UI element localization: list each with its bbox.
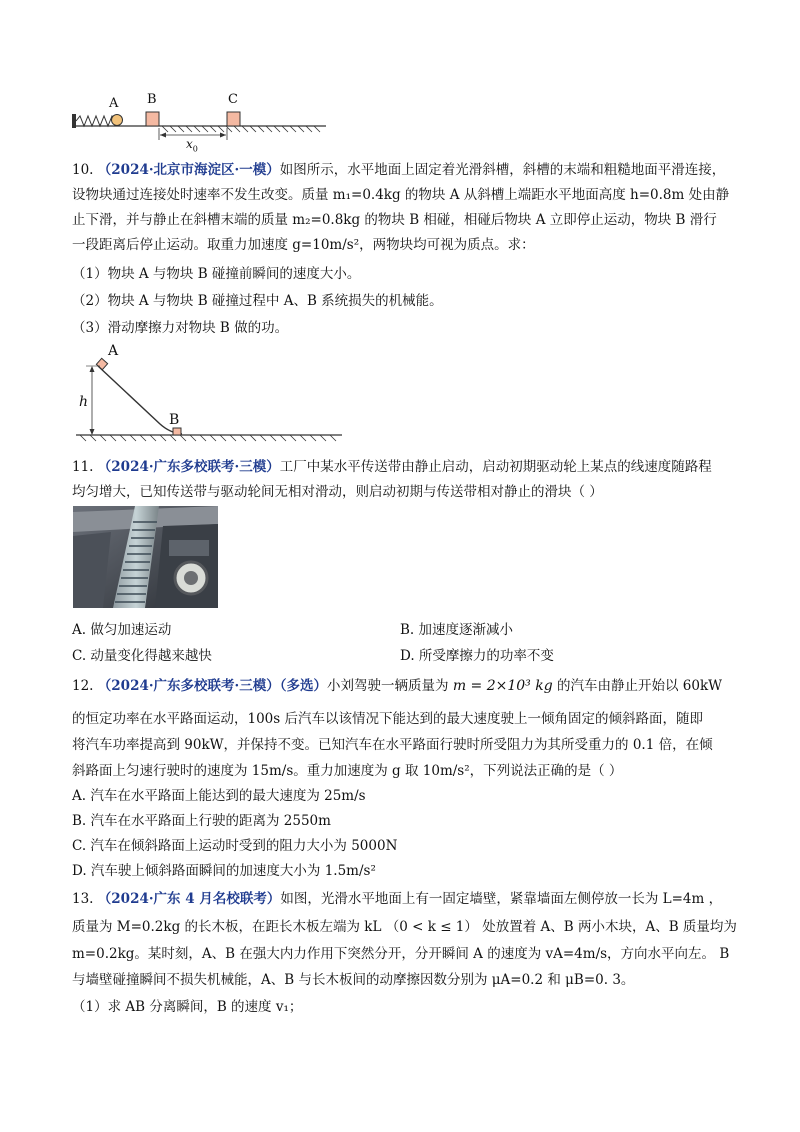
q13-line3: m=0.2kg。某时刻，A、B 在强大内力作用下突然分开，分开瞬间 A 的速度为 vA=4m/s，方向水平向左。 B (72, 946, 730, 962)
q13-text1: 如图，光滑水平地面上有一固定墙壁，紧靠墙面左侧停放一长为 L=4m ， (280, 891, 723, 907)
q12-source: （2024·广东多校联考·三模） (97, 678, 280, 694)
x0-subscript: 0 (192, 144, 198, 154)
q10-sub2: （2）物块 A 与物块 B 碰撞过程中 A、B 系统损失的机械能。 (72, 293, 443, 309)
q10-number: 10. (72, 162, 94, 178)
q12-formula: m = 2×10³ kg (452, 678, 553, 694)
q11-source: （2024·广东多校联考·三模） (97, 459, 280, 475)
fig1-label-c: C (228, 92, 238, 107)
fig2-label-h: h (79, 394, 89, 410)
q10-text1: 如图所示，水平地面上固定着光滑斜槽，斜槽的末端和粗糙地面平滑连接， (279, 162, 726, 178)
q12-option-d[interactable]: D. 汽车驶上倾斜路面瞬间的加速度大小为 1.5m/s² (72, 863, 376, 879)
q10-line2: 设物块通过连接处时速率不发生改变。质量 m₁=0.4kg 的物块 A 从斜槽上端距水平地面高度 h=0.8m 处由静 (72, 187, 730, 203)
fig1-label-x0 (186, 137, 198, 153)
q13-text2b: 处放置着 A、B 两小木块，A、B 质量均为 (482, 919, 737, 935)
q11-option-d[interactable]: D. 所受摩擦力的功率不变 (400, 648, 554, 664)
q12-line3: 将汽车功率提高到 90kW，并保持不变。已知汽车在水平路面行驶时所受阻力为其所受重力的 0.1 倍，在倾 (72, 737, 713, 753)
q11-option-c[interactable]: C. 动量变化得越来越快 (72, 648, 212, 664)
q11-line1 (72, 457, 712, 477)
q12-text1b: 的汽车由静止开始以 60kW (556, 678, 723, 694)
q11-line2: 均匀增大，已知传送带与驱动轮间无相对滑动，则启动初期与传送带相对静止的滑块（ ） (72, 484, 603, 500)
q10-sub1: （1）物块 A 与物块 B 碰撞前瞬间的速度大小。 (72, 266, 361, 282)
q12-option-b[interactable]: B. 汽车在水平路面上行驶的距离为 2550m (72, 813, 331, 829)
q12-line4: 斜路面上匀速行驶时的速度为 15m/s。重力加速度为 g 取 10m/s²，下列说法正确的是（ ） (72, 763, 623, 779)
q10-line1 (72, 160, 725, 180)
fig2-label-b: B (169, 412, 180, 428)
conveyor-belt-photo (73, 506, 218, 608)
q10-line4: 一段距离后停止运动。取重力加速度 g=10m/s²，两物块均可视为质点。求： (72, 237, 535, 253)
q11-number: 11. (72, 459, 94, 475)
q12-number: 12. (72, 678, 94, 694)
q11-option-b[interactable]: B. 加速度逐渐减小 (400, 622, 514, 638)
q13-sub1: （1）求 AB 分离瞬间，B 的速度 v₁； (72, 999, 303, 1015)
q12-text1a: 小刘驾驶一辆质量为 (327, 678, 449, 694)
fig1-label-b: B (147, 92, 157, 107)
q10-sub3: （3）滑动摩擦力对物块 B 做的功。 (72, 320, 289, 336)
q10-line3: 止下滑，并与静止在斜槽末端的质量 m₂=0.8kg 的物块 B 相碰，相碰后物块 A 立即停止运动，物块 B 滑行 (72, 212, 717, 228)
q13-source: （2024·广东 4 月名校联考） (97, 891, 281, 907)
q12-option-a[interactable]: A. 汽车在水平路面上能达到的最大速度为 25m/s (72, 788, 366, 804)
q13-line1 (72, 889, 722, 909)
q12-option-c[interactable]: C. 汽车在倾斜路面上运动时受到的阻力大小为 5000N (72, 838, 398, 854)
q13-text2a: 质量为 M=0.2kg 的长木板，在距长木板左端为 kL (72, 919, 382, 935)
q12-tag: （多选） (279, 678, 328, 694)
q11-option-a[interactable]: A. 做匀加速运动 (72, 622, 172, 638)
q13-line2 (72, 917, 737, 937)
q12-line1 (72, 676, 722, 696)
fig1-label-a: A (109, 96, 119, 111)
x0-letter: x (186, 137, 193, 151)
q10-source: （2024·北京市海淀区·一模） (97, 162, 280, 178)
q12-line2: 的恒定功率在水平路面运动，100s 后汽车以该情况下能达到的最大速度驶上一倾角固定的倾斜路面，随即 (72, 711, 703, 727)
fig2-label-a: A (108, 343, 119, 359)
q11-text1: 工厂中某水平传送带由静止启动，启动初期驱动轮上某点的线速度随路程 (279, 459, 712, 475)
q13-formula: （0 < k ≤ 1） (385, 919, 478, 935)
q13-number: 13. (72, 891, 94, 907)
q13-line4: 与墙壁碰撞瞬间不损失机械能，A、B 与长木板间的动摩擦因数分别为 μA=0.2 和 μB=0. 3。 (72, 972, 635, 988)
